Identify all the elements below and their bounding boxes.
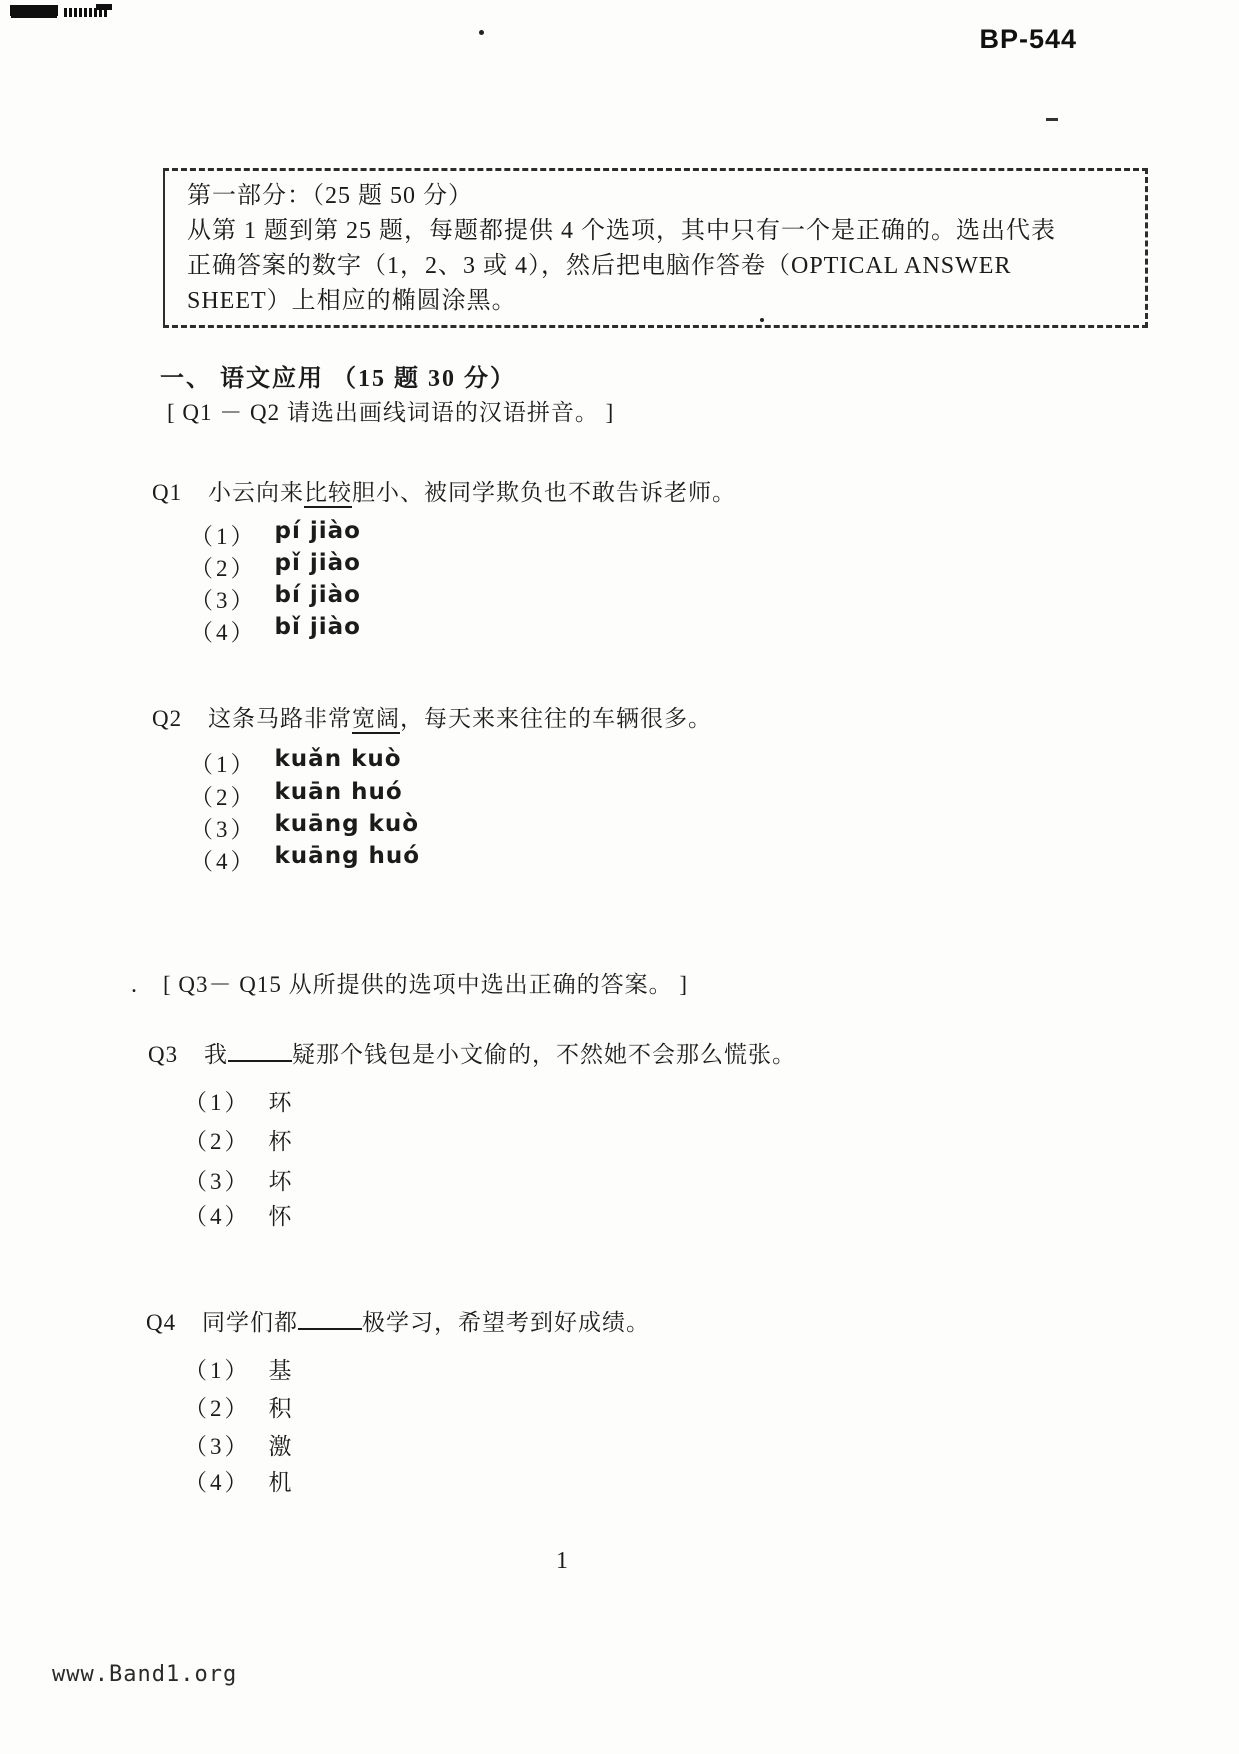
page-number: 1 xyxy=(556,1548,568,1574)
option-label: 激 xyxy=(268,1434,293,1459)
option-label: 坏 xyxy=(268,1169,293,1194)
answer-blank xyxy=(228,1042,292,1062)
footer-url: www.Band1.org xyxy=(52,1662,238,1687)
option-row xyxy=(190,582,361,615)
option-row xyxy=(184,1464,293,1497)
question-q2 xyxy=(152,704,712,734)
sub-instruction-q3-q15: [ Q3－ Q15 从所提供的选项中选出正确的答案。 ] xyxy=(163,972,689,997)
option-label: kuān huó xyxy=(274,779,403,805)
option-row xyxy=(190,811,419,844)
question-text xyxy=(208,478,736,508)
question-text-post: 胆小、被同学欺负也不敢告诉老师。 xyxy=(352,480,736,505)
underlined-term: 宽阔 xyxy=(352,706,400,734)
option-row xyxy=(184,1084,293,1117)
option-row xyxy=(184,1428,293,1461)
question-number: Q2 xyxy=(152,706,183,731)
option-row xyxy=(184,1390,293,1423)
option-number: （1） xyxy=(190,752,257,777)
question-text xyxy=(202,1308,650,1338)
question-q1 xyxy=(152,478,736,508)
option-row xyxy=(184,1198,293,1231)
option-row xyxy=(184,1123,293,1156)
option-number: （3） xyxy=(190,588,257,613)
scan-artifact-mark xyxy=(10,5,58,16)
section-heading: 一、 语文应用 （15 题 30 分） xyxy=(160,366,516,392)
question-text-post: 疑那个钱包是小文偷的，不然她不会那么慌张。 xyxy=(292,1042,796,1067)
option-label: 机 xyxy=(268,1470,293,1495)
option-row xyxy=(190,550,361,583)
instruction-line: 正确答案的数字（1，2、3 或 4），然后把电脑作答卷（OPTICAL ANSWER xyxy=(187,253,1012,279)
option-label: kuǎn kuò xyxy=(274,746,402,772)
option-number: （4） xyxy=(190,620,257,645)
underlined-term: 比较 xyxy=(304,480,352,508)
option-number: （3） xyxy=(184,1169,251,1194)
question-number: Q4 xyxy=(146,1310,177,1335)
option-label: kuāng kuò xyxy=(274,811,420,837)
question-q4 xyxy=(146,1308,650,1338)
scan-artifact-mark xyxy=(96,4,112,10)
option-row xyxy=(190,843,420,876)
option-number: （1） xyxy=(184,1090,251,1115)
question-q3 xyxy=(148,1040,796,1070)
option-label: bí jiào xyxy=(274,582,361,608)
paper-code: BP-544 xyxy=(979,24,1077,54)
option-number: （1） xyxy=(184,1358,251,1383)
question-text-pre: 同学们都 xyxy=(202,1310,298,1335)
option-number: （3） xyxy=(184,1434,251,1459)
option-number: （4） xyxy=(184,1204,251,1229)
scan-speck xyxy=(479,30,484,35)
scan-speck xyxy=(1046,118,1058,121)
option-label: 怀 xyxy=(268,1204,293,1229)
question-text-post: 极学习，希望考到好成绩。 xyxy=(362,1310,650,1335)
question-number: Q3 xyxy=(148,1042,179,1067)
option-label: 积 xyxy=(268,1396,293,1421)
sub-instruction-q1-q2: [ Q1 － Q2 请选出画线词语的汉语拼音。 ] xyxy=(167,400,615,425)
option-label: 环 xyxy=(268,1090,293,1115)
option-number: （2） xyxy=(184,1129,251,1154)
instruction-line: 从第 1 题到第 25 题，每题都提供 4 个选项，其中只有一个是正确的。选出代表 xyxy=(187,218,1056,244)
option-label: 杯 xyxy=(268,1129,293,1154)
option-number: （4） xyxy=(184,1470,251,1495)
instruction-line: SHEET）上相应的椭圆涂黑。 xyxy=(187,288,517,314)
scan-stray-period: . xyxy=(131,972,138,998)
option-row xyxy=(190,779,403,812)
question-text-post: ，每天来来往往的车辆很多。 xyxy=(400,706,712,731)
question-text xyxy=(208,704,712,734)
option-number: （2） xyxy=(190,556,257,581)
option-row xyxy=(184,1163,293,1196)
option-number: （2） xyxy=(184,1396,251,1421)
option-label: bǐ jiào xyxy=(274,614,361,640)
option-number: （4） xyxy=(190,849,257,874)
question-text-pre: 这条马路非常 xyxy=(208,706,352,731)
option-row xyxy=(190,614,361,647)
option-row xyxy=(184,1352,293,1385)
option-label: 基 xyxy=(268,1358,293,1383)
option-label: pǐ jiào xyxy=(274,550,361,576)
answer-blank xyxy=(298,1310,362,1330)
option-row xyxy=(190,518,361,551)
option-label: pí jiào xyxy=(274,518,361,544)
question-number: Q1 xyxy=(152,480,183,505)
option-label: kuāng huó xyxy=(274,843,421,869)
option-number: （1） xyxy=(190,524,257,549)
question-text-pre: 我 xyxy=(204,1042,228,1067)
option-number: （2） xyxy=(190,785,257,810)
option-number: （3） xyxy=(190,817,257,842)
question-text xyxy=(204,1040,796,1070)
instruction-box xyxy=(163,168,1148,328)
instruction-line: 第一部分：（25 题 50 分） xyxy=(187,183,473,209)
option-row xyxy=(190,746,402,779)
question-text-pre: 小云向来 xyxy=(208,480,304,505)
